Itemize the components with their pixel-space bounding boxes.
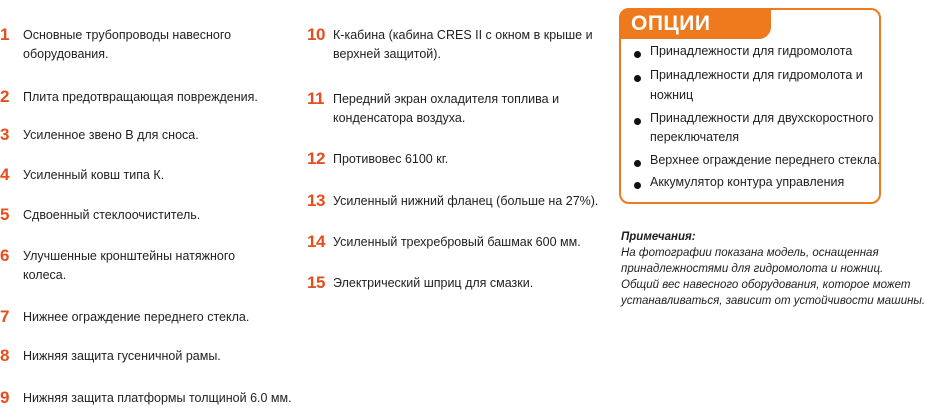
feature-number: 8	[0, 346, 9, 365]
notes-line: устанавливаться, зависит от устойчивости машины.	[621, 295, 925, 307]
feature-text: колеса.	[23, 268, 67, 282]
option-item-2-cont: ножниц	[650, 88, 694, 102]
feature-text: Усиленное звено В для сноса.	[23, 128, 199, 142]
feature-number: 2	[0, 87, 9, 106]
bullet-icon	[634, 51, 641, 58]
notes-title: Примечания:	[621, 231, 696, 243]
feature-number: 10	[307, 25, 325, 44]
feature-text: Передний экран охладителя топлива и	[333, 92, 560, 106]
notes-line: На фотографии показана модель, оснащенная	[621, 247, 879, 259]
feature-text: Сдвоенный стеклоочиститель.	[23, 208, 201, 222]
bullet-icon	[634, 118, 641, 125]
option-item-5: Аккумулятор контура управления	[650, 175, 845, 189]
feature-text: Нижнее ограждение переднего стекла.	[23, 310, 250, 324]
option-item-1: Принадлежности для гидромолота	[650, 44, 853, 58]
feature-text: Усиленный нижний фланец (больше на 27%).	[333, 194, 599, 208]
bullet-icon	[634, 160, 641, 167]
option-item-3: Принадлежности для двухскоростного	[650, 111, 874, 125]
option-item-2: Принадлежности для гидромолота и	[650, 68, 863, 82]
feature-number: 3	[0, 125, 9, 144]
feature-number: 1	[0, 25, 9, 44]
feature-number: 14	[307, 232, 325, 251]
feature-text: верхней защитой).	[333, 47, 441, 61]
feature-text: Нижняя защита платформы толщиной 6.0 мм.	[23, 391, 292, 405]
feature-text: Электрический шприц для смазки.	[333, 276, 534, 290]
option-item-4: Верхнее ограждение переднего стекла.	[650, 153, 881, 167]
feature-text: оборудования.	[23, 47, 109, 61]
feature-text: Противовес 6100 кг.	[333, 152, 449, 166]
feature-text: Нижняя защита гусеничной рамы.	[23, 349, 221, 363]
feature-number: 9	[0, 388, 9, 407]
feature-number: 5	[0, 205, 9, 224]
feature-number: 4	[0, 165, 9, 184]
bullet-icon	[634, 182, 641, 189]
feature-text: Улучшенные кронштейны натяжного	[23, 249, 236, 263]
feature-text: Основные трубопроводы навесного	[23, 28, 232, 42]
notes-line: принадлежностями для гидромолота и ножниц.	[621, 263, 884, 275]
bullet-icon	[634, 75, 641, 82]
feature-text: конденсатора воздуха.	[333, 111, 466, 125]
feature-number: 15	[307, 273, 325, 292]
feature-number: 12	[307, 149, 325, 168]
feature-text: Усиленный ковш типа К.	[23, 168, 165, 182]
feature-text: Плита предотвращающая повреждения.	[23, 90, 258, 104]
notes-line: Общий вес навесного оборудования, которое может	[621, 279, 911, 291]
feature-text: К-кабина (кабина CRES II с окном в крыше и	[333, 28, 593, 42]
feature-number: 11	[307, 89, 324, 108]
feature-number: 7	[0, 307, 9, 326]
feature-number: 13	[307, 191, 325, 210]
feature-number: 6	[0, 246, 9, 265]
option-item-3-cont: переключателя	[650, 130, 740, 144]
feature-text: Усиленный трехребровый башмак 600 мм.	[333, 235, 581, 249]
options-title: ОПЦИИ	[619, 8, 771, 39]
